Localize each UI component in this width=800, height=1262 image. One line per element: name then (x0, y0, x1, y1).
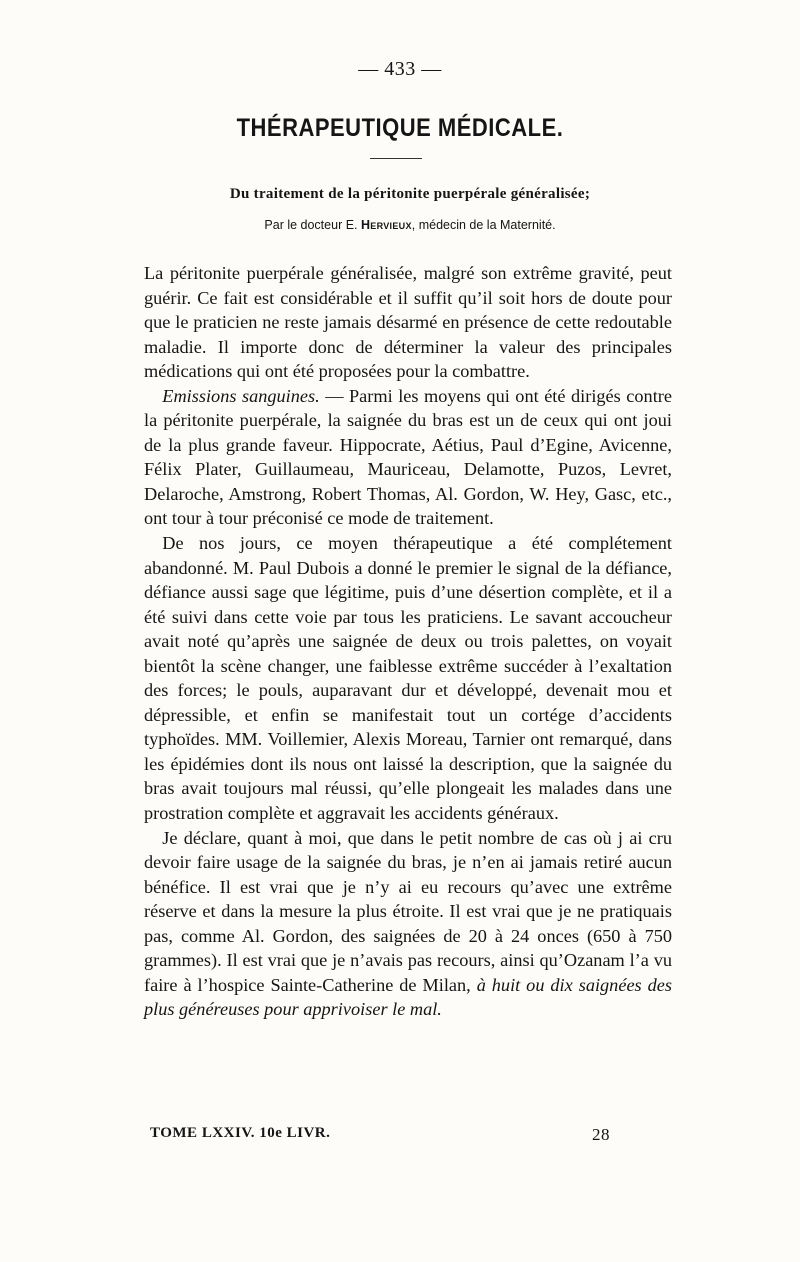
gathering-number: 28 (592, 1125, 610, 1144)
section-title: THÉRAPEUTIQUE MÉDICALE. (236, 113, 564, 142)
paragraph-1: La péritonite puerpérale généralisée, malgré son extrême gravité, peut guérir. Ce fait est considérable et il suffit qu’il soit hors de doute pour que le praticien ne reste jamais désarmé en présence de cette redoutable maladie. Il importe donc de déterminer la valeur des principales médications qui ont été proposées pour la combattre. (144, 263, 672, 382)
paragraph-3: De nos jours, ce moyen thérapeutique a été complétement abandonné. M. Paul Dubois a donné le premier le signal de la défiance, défiance aussi sage que légitime, puis d’une désertion complète, et il a été suivi dans cette voie par tous les praticiens. Le savant accoucheur avait noté qu’après une saignée de deux ou trois palettes, on voyait bientôt la scène changer, une faiblesse extrême succéder à l’exaltation des forces; le pouls, auparavant dur et développé, devenait mou et dépressible, et enfin se manifestait tout un cortége d’accidents typhoïdes. MM. Voillemier, Alexis Moreau, Tarnier ont remarqué, dans les épidémies dont ils nous ont laissé la description, que la saignée du bras avait toujours mal réussi, qu’elle plongeait les malades dans une prostration complète et aggravait les accidents généraux. (144, 533, 672, 824)
byline-suffix: , médecin de la Maternité. (411, 218, 556, 232)
paragraph-2 (144, 384, 672, 531)
page-number: — 433 — (358, 58, 442, 80)
byline (150, 218, 670, 232)
article-title: Du traitement de la péritonite puerpérale généralisée; (229, 186, 591, 202)
signature-mark: TOME LXXIV. 10e LIVR. (150, 1125, 331, 1141)
paragraph-4-quote: à huit ou dix saignées des plus généreuses pour apprivoiser le mal. (144, 974, 672, 1020)
byline-prefix: Par le docteur E. (264, 218, 361, 232)
paragraph-2-text: — Parmi les moyens qui ont été dirigés contre la péritonite puerpérale, la saignée du bras est un de ceux qui ont joui de la plus grande faveur. Hippocrate, Aétius, Paul d’Egine, Avicenne, Félix Plater, Guillaumeau, Mauriceau, Delamotte, Puzos, Levret, Delaroche, Amstrong, Robert Thomas, Al. Gordon, W. Hey, Gasc, etc., ont tour à tour préconisé ce mode de traitement. (144, 385, 672, 529)
article-body (144, 261, 672, 1022)
byline-author: Hervieux (360, 218, 412, 232)
subheading-emissions: Emissions sanguines. (162, 385, 320, 406)
paragraph-4-text: Je déclare, quant à moi, que dans le petit nombre de cas où j ai cru devoir faire usage de la saignée du bras, je n’en ai jamais retiré aucun bénéfice. Il est vrai que je n’y ai eu recours qu’avec une extrême réserve et dans la mesure la plus étroite. Il est vrai que je ne pratiquais pas, comme Al. Gordon, des saignées de 20 à 24 onces (650 à 750 grammes). Il est vrai que je n’avais pas recours, ainsi qu’Ozanam l’a vu faire à l’hospice Sainte-Catherine de Milan, (144, 827, 672, 995)
paragraph-4 (144, 826, 672, 1022)
title-divider (370, 158, 422, 159)
